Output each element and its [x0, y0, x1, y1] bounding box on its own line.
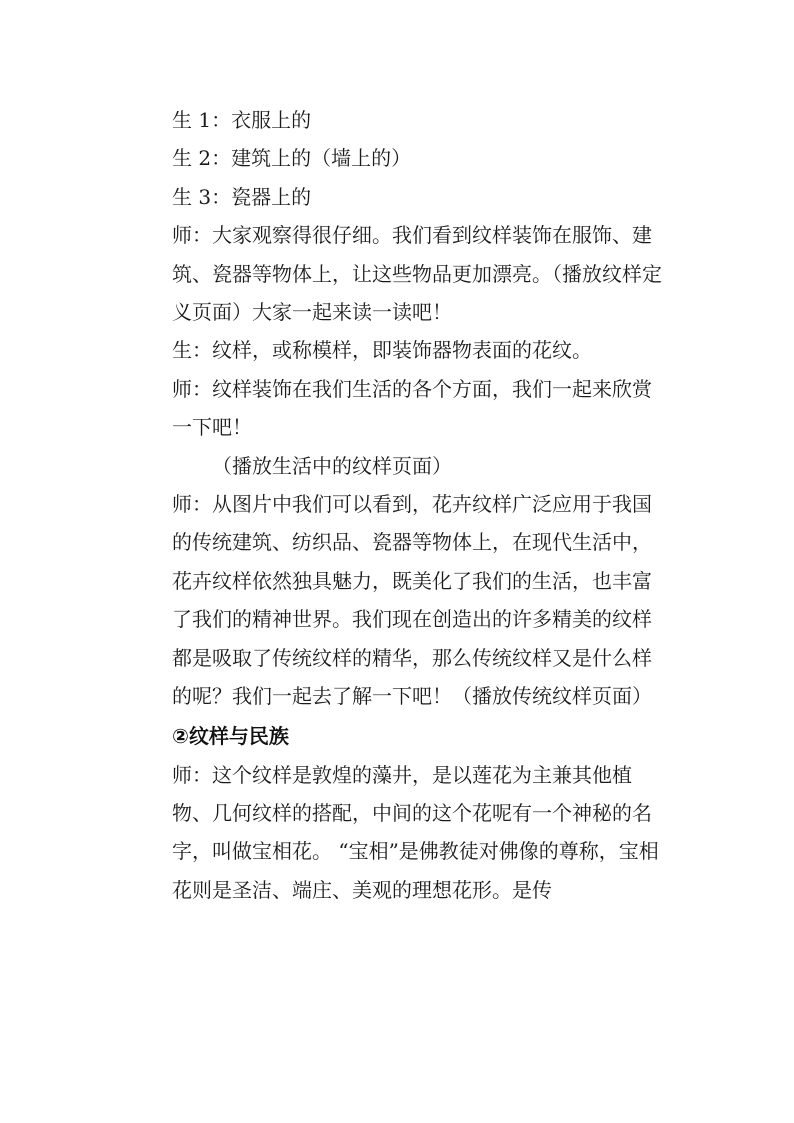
section-heading: ②纹样与民族 — [172, 723, 289, 748]
paragraph-teacher-1: 师：大家观察得很仔细。我们看到纹样装饰在服饰、建筑、瓷器等物体上，让这些物品更加漂亮。（播放纹样定义页面）大家一起来读一读吧！ — [172, 223, 662, 325]
document-body — [172, 101, 662, 909]
paragraph-student-4: 生：纹样，或称模样，即装饰器物表面的花纹。 — [172, 338, 592, 363]
paragraph-student-2: 生 2：建筑上的（墙上的） — [172, 146, 412, 171]
paragraph-student-1: 生 1：衣服上的 — [172, 108, 312, 132]
paragraph-teacher-3: 师：从图片中我们可以看到，花卉纹样广泛应用于我国的传统建筑、纺织品、瓷器等物体上，在现代生活中，花卉纹样依然独具魅力，既美化了我们的生活，也丰富了我们的精神世界。我们现在创造出的许多精美的纹样都是吸取了传统纹样的精华，那么传统纹样又是什么样的呢？我们一起去了解一下吧！（播放传统纹样页面） — [172, 492, 652, 709]
paragraph-stage-direction: （播放生活中的纹样页面） — [212, 453, 452, 478]
paragraph-teacher-4: 师：这个纹样是敦煌的藻井，是以莲花为主兼其他植物、几何纹样的搭配，中间的这个花呢有一个神秘的名字，叫做宝相花。 “宝相”是佛教徒对佛像的尊称，宝相花则是圣洁、端庄、美观的理想花形。是传 — [172, 762, 659, 902]
paragraph-student-3: 生 3：瓷器上的 — [172, 184, 312, 209]
paragraph-teacher-2: 师：纹样装饰在我们生活的各个方面，我们一起来欣赏一下吧！ — [172, 376, 652, 440]
